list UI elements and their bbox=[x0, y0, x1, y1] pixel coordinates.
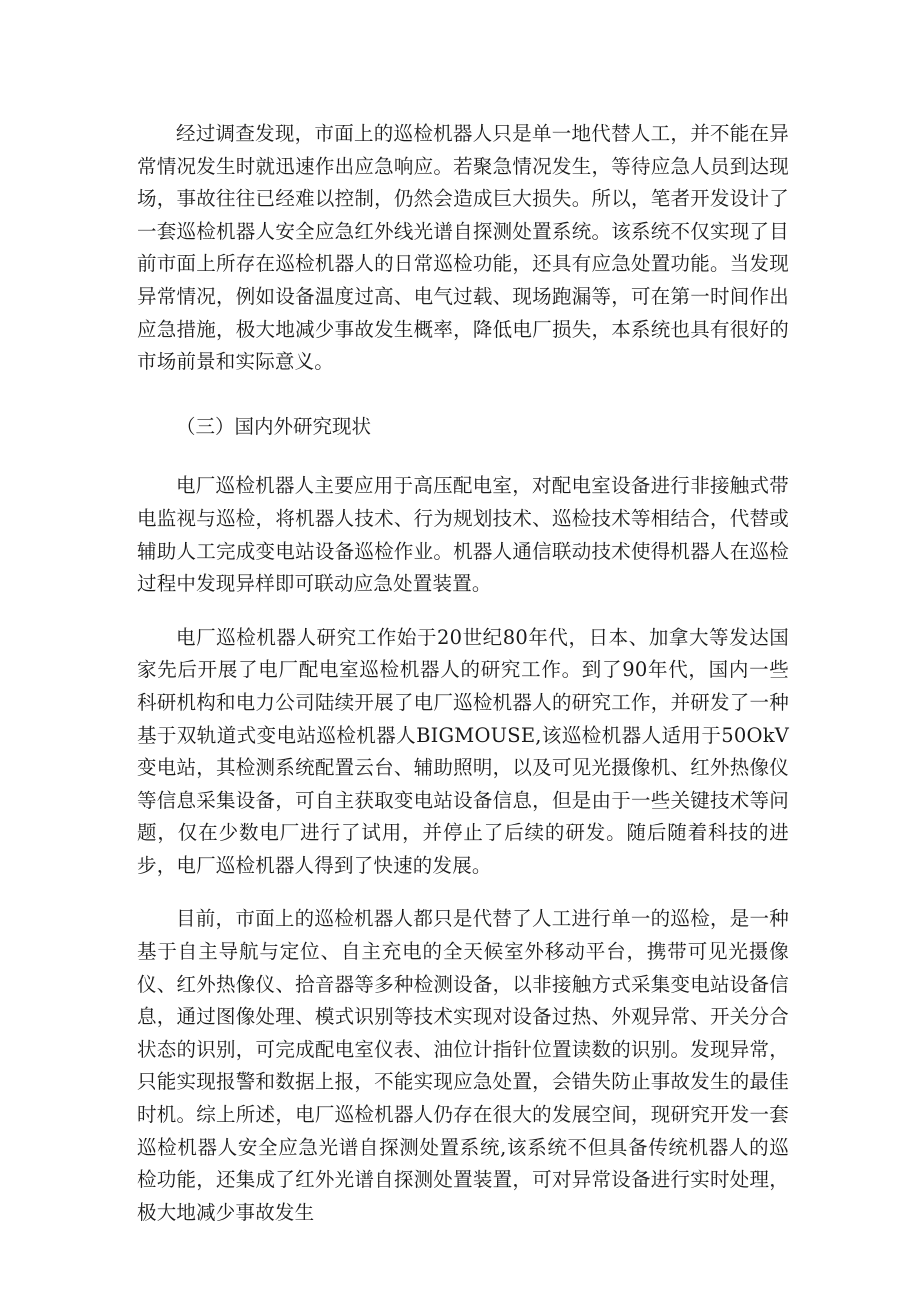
section-heading: （三）国内外研究现状 bbox=[176, 414, 372, 438]
paragraph-current-status: 目前，市面上的巡检机器人都只是代替了人工进行单一的巡检，是一种基于自主导航与定位、自主充电的全天候室外移动平台，携带可见光摄像仪、红外热像仪、拾音器等多种检测设备，以非接触方式采集变电站设备信息，通过图像处理、模式识别等技术实现对设备过热、外观异常、开关分合状态的识别，可完成配电室仪表、油位计指针位置读数的识别。发现异常，只能实现报警和数据上报，不能实现应急处置，会错失防止事故发生的最佳时机。综上所述，电厂巡检机器人仍存在很大的发展空间，现研究开发一套巡检机器人安全应急光谱自探测处置系统,该系统不但具备传统机器人的巡检功能，还集成了红外光谱自探测处置装置，可对异常设备进行实时处理，极大地减少事故发生 bbox=[137, 907, 789, 1224]
paragraph-research-history: 电厂巡检机器人研究工作始于20世纪80年代，日本、加拿大等发达国家先后开展了电厂配电室巡检机器人的研究工作。到了90年代，国内一些科研机构和电力公司陆续开展了电厂巡检机器人的研究工作，并研发了一种基于双轨道式变电站巡检机器人BIGMOUSE,该巡检机器人适用于50OkV变电站，其检测系统配置云台、辅助照明，以及可见光摄像机、红外热像仪等信息采集设备，可自主获取变电站设备信息，但是由于一些关键技术等问题，仅在少数电厂进行了试用，并停止了后续的研发。随后随着科技的进步，电厂巡检机器人得到了快速的发展。 bbox=[137, 625, 789, 877]
paragraph-robot-application: 电厂巡检机器人主要应用于高压配电室，对配电室设备进行非接触式带电监视与巡检，将机器人技术、行为规划技术、巡检技术等相结合，代替或辅助人工完成变电站设备巡检作业。机器人通信联动技术使得机器人在巡检过程中发现异样即可联动应急处置装置。 bbox=[137, 474, 789, 596]
document-page bbox=[137, 118, 789, 1229]
paragraph-investigation: 经过调查发现，市面上的巡检机器人只是单一地代替人工，并不能在异常情况发生时就迅速作出应急响应。若聚急情况发生，等待应急人员到达现场，事故往往已经难以控制，仍然会造成巨大损失。所以，笔者开发设计了一套巡检机器人安全应急红外线光谱自探测处置系统。该系统不仅实现了目前市面上所存在巡检机器人的日常巡检功能，还具有应急处置功能。当发现异常情况，例如设备温度过高、电气过载、现场跑漏等，可在第一时间作出应急措施，极大地减少事故发生概率，降低电厂损失，本系统也具有很好的市场前景和实际意义。 bbox=[137, 122, 789, 374]
